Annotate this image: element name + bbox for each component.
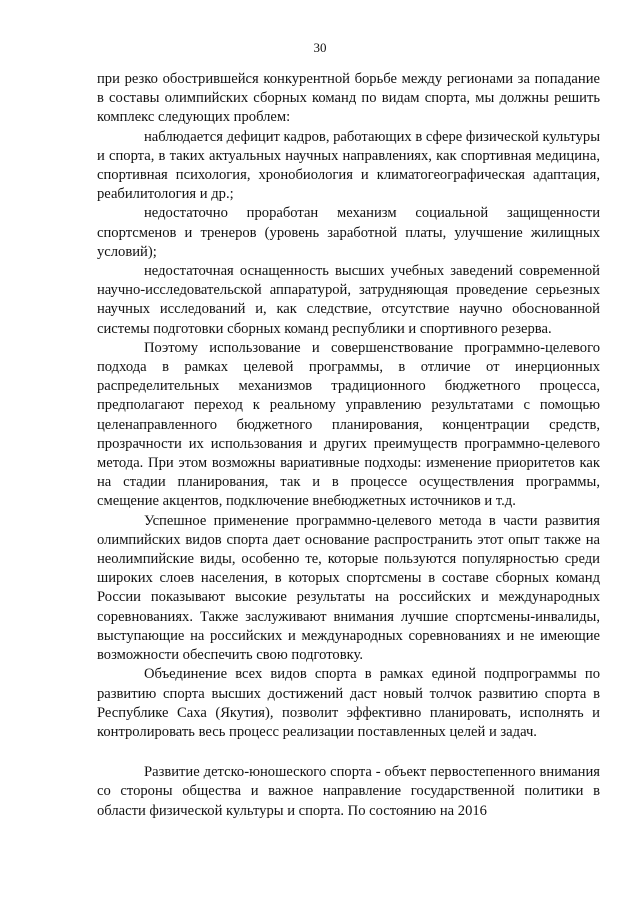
paragraph-staff-deficit: наблюдается дефицит кадров, работающих в сфере физической культуры и спорта, в таких актуальных научных направлениях, как спортивная медицина, спортивная психология, хронобиология и климатогеографическая адаптация, реабилитология и др.; <box>97 128 601 203</box>
paragraph-olympic-method: Успешное применение программно-целевого метода в части развития олимпийских видов спорта дает основание распространить этот опыт также на неолимпийские виды, особенно те, которые пользуются популярностью среди широких слоев населения, в которых спортсмены в составе сборных команд России показывают высокие результаты на российских и международных соревнованиях. Также заслуживают внимания лучшие спортсмены-инвалиды, выступающие на российских и международных соревнованиях и не имеющие возможности обеспечить свою подготовку. <box>97 512 600 664</box>
paragraph-unification: Объединение всех видов спорта в рамках единой подпрограммы по развитию спорта высших достижений даст новый толчок развитию спорта в Республике Саха (Якутия), позволит эффективно планировать, исполнять и контролировать весь процесс реализации поставленных целей и задач. <box>97 666 600 740</box>
body-text <box>97 70 600 821</box>
paragraph-social-protection: недостаточно проработан механизм социальной защищенности спортсменов и тренеров (уровень заработной платы, улучшение жилищных условий); <box>97 205 600 260</box>
paragraph-youth-sport: Развитие детско-юношеского спорта - объект первостепенного внимания со стороны общества и важное направление государственной политики в области физической культуры и спорта. По состоянию на 2016 <box>97 764 600 819</box>
paragraph-program-approach: Поэтому использование и совершенствование программно-целевого подхода в рамках целевой программы, в отличие от инерционных распределительных механизмов традиционного бюджетного процесса, предполагают переход к реальному управлению результатами с помощью целенаправленного бюджетного планирования, концентрации средств, прозрачности их использования и других преимуществ программно-целевого метода. При этом возможны вариативные подходы: изменение приоритетов как на стадии планирования, так и в процессе осуществления программы, смещение акцентов, подключение внебюджетных источников и т.д. <box>97 339 600 510</box>
paragraph-intro: при резко обострившейся конкурентной борьбе между регионами за попадание в составы олимпийских сборных команд по видам спорта, мы должны решить комплекс следующих проблем: <box>97 71 600 126</box>
paragraph-equipment: недостаточная оснащенность высших учебных заведений современной научно-исследовательской аппаратурой, затрудняющая проведение серьезных научных исследований и, как следствие, отсутствие научно обоснованной системы подготовки сборных команд республики и спортивного резерва. <box>97 263 600 337</box>
page-number: 30 <box>313 40 327 55</box>
